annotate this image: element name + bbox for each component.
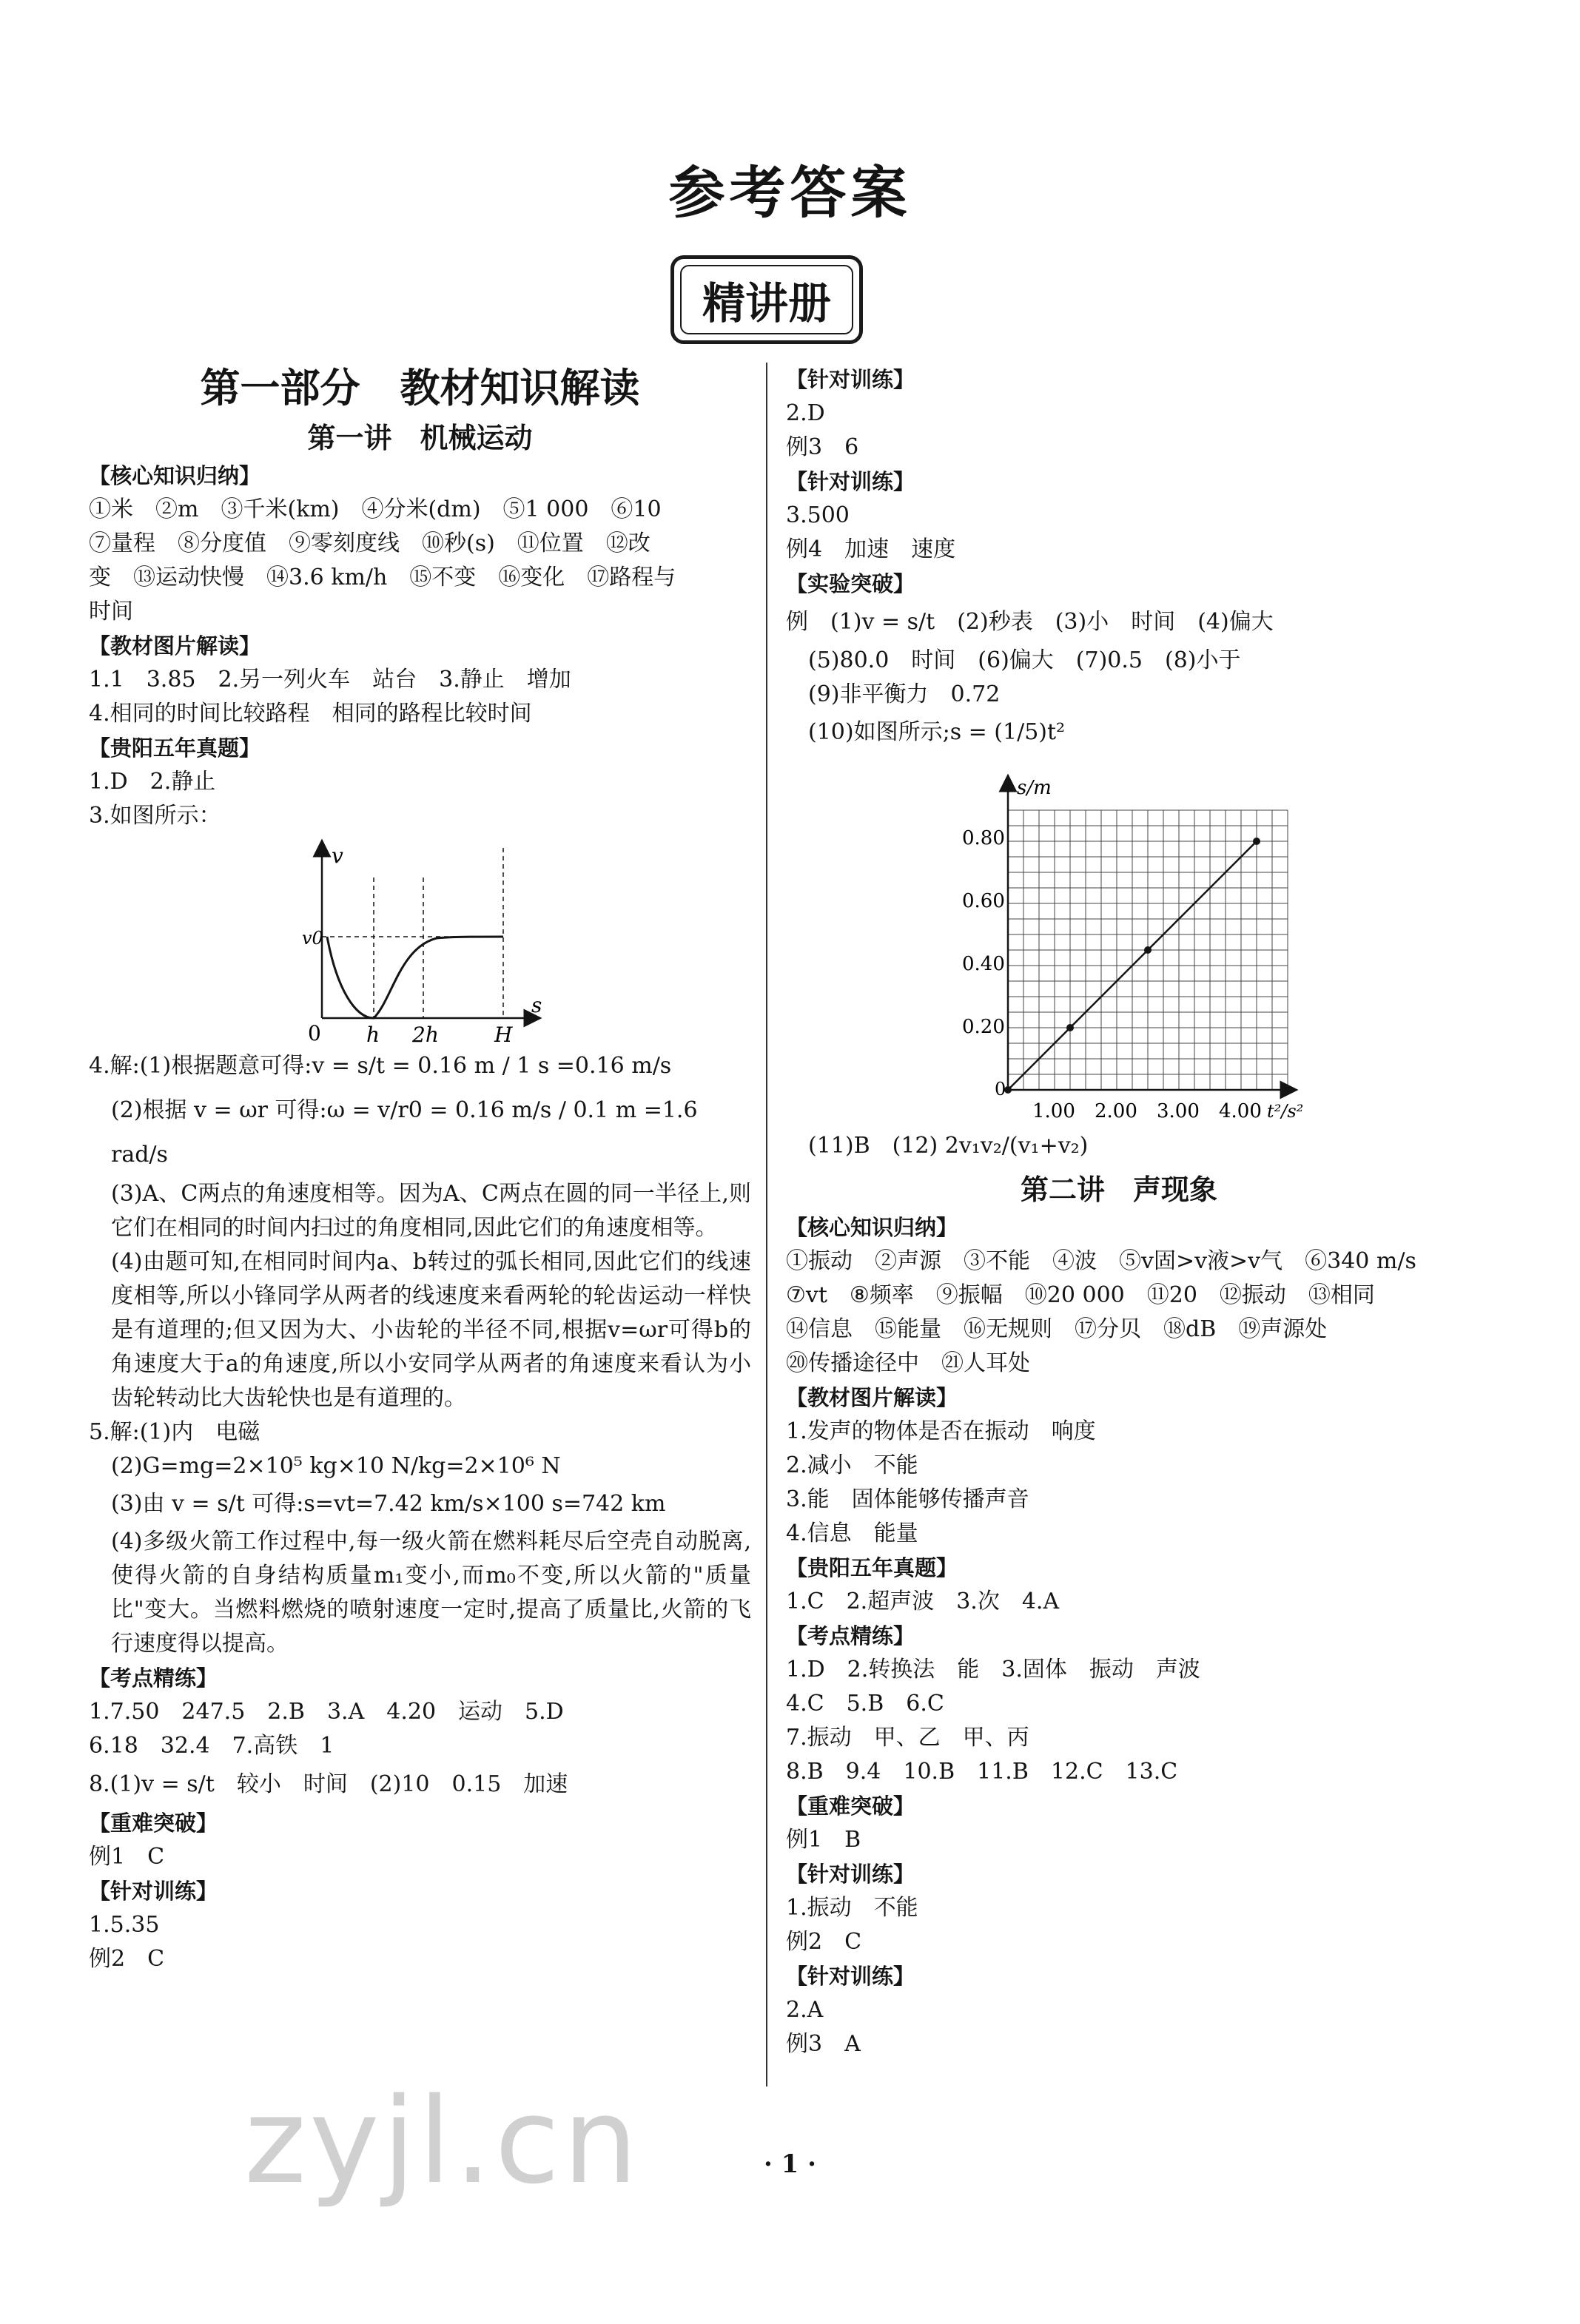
- text-line: 3.能 固体能够传播声音: [786, 1486, 1029, 1512]
- section-label: 【实验突破】: [786, 571, 915, 596]
- section-label: 【考点精练】: [786, 1623, 915, 1648]
- x-label: t²/s²: [1267, 1101, 1304, 1122]
- section-label: 【针对训练】: [89, 1879, 218, 1904]
- origin-label: 0: [995, 1079, 1006, 1099]
- section-label: 【针对训练】: [786, 1862, 915, 1887]
- text-line: 8.(1)v = s/t 较小 时间 (2)10 0.15 加速: [89, 1771, 568, 1797]
- tick-label: H: [494, 1023, 513, 1044]
- y-label: s/m: [1017, 777, 1052, 799]
- text-line: (10)如图所示;s = (1/5)t²: [808, 719, 1066, 745]
- page-number: · 1 ·: [763, 2149, 816, 2179]
- right-column: [786, 363, 1452, 2061]
- text-line: 时间: [89, 599, 133, 624]
- column-divider: [766, 363, 767, 2086]
- text-line: ①振动 ②声源 ③不能 ④波 ⑤v固>v液>v气 ⑥340 m/s: [786, 1248, 1416, 1274]
- text-line: (9)非平衡力 0.72: [808, 681, 1001, 707]
- x-label: s: [531, 993, 542, 1017]
- paragraph: (4)多级火箭工作过程中,每一级火箭在燃料耗尽后空壳自动脱离,使得火箭的自身结构质量m₁变小,而m₀不变,所以火箭的"质量比"变大。当燃料燃烧的喷射速度一定时,提高了质量比,火箭的飞行速度得以提高。: [111, 1529, 751, 1657]
- text-line: 2.A: [786, 1997, 824, 2023]
- text-line: ⑦vt ⑧频率 ⑨振幅 ⑩20 000 ⑪20 ⑫振动 ⑬相同: [786, 1282, 1375, 1308]
- section-label: 【针对训练】: [786, 1964, 915, 1989]
- y-tick-label: 0.60: [962, 890, 1005, 912]
- y-tick-label: 0.80: [962, 827, 1005, 849]
- text-line: ⑳传播途径中 ㉑人耳处: [786, 1350, 1030, 1376]
- text-line: 4.信息 能量: [786, 1520, 918, 1546]
- section-label: 【教材图片解读】: [786, 1385, 958, 1410]
- x-tick-label: 2.00: [1095, 1100, 1137, 1122]
- text-line: 3.如图所示：: [89, 803, 221, 829]
- text-line: (11)B (12) 2v₁v₂/(v₁+v₂): [808, 1133, 1089, 1159]
- tick-label: 2h: [412, 1023, 439, 1044]
- text-line: 8.B 9.4 10.B 11.B 12.C 13.C: [786, 1759, 1178, 1785]
- section-label: 【针对训练】: [786, 367, 915, 392]
- v0-label: v0: [302, 928, 323, 949]
- text-line: ①米 ②m ③千米(km) ④分米(dm) ⑤1 000 ⑥10: [89, 496, 662, 522]
- text-line: (2)根据 v = ωr 可得:ω = v/r0 = 0.16 m/s / 0.1 m =1.6 rad/s: [111, 1097, 705, 1168]
- text-line: 例1 B: [786, 1827, 861, 1853]
- text-line: 6.18 32.4 7.高铁 1: [89, 1733, 335, 1759]
- page-title: 参考答案: [668, 160, 912, 226]
- tick-label: h: [366, 1023, 380, 1044]
- text-line: 例3 A: [786, 2031, 861, 2057]
- data-point: [1144, 946, 1152, 954]
- section-label: 【贵阳五年真题】: [89, 735, 261, 761]
- text-line: 1.5.35: [89, 1912, 160, 1938]
- y-label: v: [332, 843, 343, 868]
- x-tick-label: 3.00: [1157, 1100, 1200, 1122]
- text-line: (5)80.0 时间 (6)偏大 (7)0.5 (8)小于: [808, 647, 1241, 673]
- watermark: zyjl.cn: [244, 2072, 641, 2210]
- vt-graph: [89, 833, 751, 1044]
- section-label: 【重难突破】: [89, 1811, 218, 1836]
- data-point: [1066, 1024, 1074, 1031]
- x-tick-label: 4.00: [1219, 1100, 1262, 1122]
- vt-curve: [327, 937, 503, 1018]
- text-line: 例2 C: [89, 1946, 165, 1972]
- lecture-title: 第二讲 声现象: [1020, 1173, 1217, 1206]
- text-line: ⑭信息 ⑮能量 ⑯无规则 ⑰分贝 ⑱dB ⑲声源处: [786, 1316, 1328, 1342]
- section-label: 【贵阳五年真题】: [786, 1555, 958, 1580]
- text-line: 例 (1)v = s/t (2)秒表 (3)小 时间 (4)偏大: [786, 609, 1274, 635]
- text-line: 例4 加速 速度: [786, 536, 956, 562]
- origin-label: 0: [308, 1021, 321, 1044]
- part-title: 第一部分 教材知识解读: [200, 365, 640, 411]
- text-line: 1.1 3.85 2.另一列火车 站台 3.静止 增加: [89, 667, 571, 693]
- text-line: 1.发声的物体是否在振动 响度: [786, 1418, 1096, 1444]
- y-tick-label: 0.40: [962, 953, 1005, 975]
- text-line: 例2 C: [786, 1929, 862, 1955]
- st-graph: [786, 753, 1452, 1123]
- section-label: 【核心知识归纳】: [89, 463, 261, 488]
- text-line: 1.C 2.超声波 3.次 4.A: [786, 1589, 1060, 1614]
- section-label: 【教材图片解读】: [89, 633, 261, 659]
- text-line: ⑦量程 ⑧分度值 ⑨零刻度线 ⑩秒(s) ⑪位置 ⑫改: [89, 531, 651, 556]
- subtitle: 精讲册: [680, 265, 853, 334]
- x-tick-label: 1.00: [1032, 1100, 1075, 1122]
- left-column: [89, 363, 751, 1976]
- text-line: 1.振动 不能: [786, 1895, 918, 1921]
- paragraph: (3)A、C两点的角速度相等。因为A、C两点在圆的同一半径上,则它们在相同的时间内扫过的角度相同,因此它们的角速度相等。: [111, 1181, 751, 1241]
- text-line: 4.相同的时间比较路程 相同的路程比较时间: [89, 701, 532, 727]
- section-label: 【核心知识归纳】: [786, 1215, 958, 1240]
- text-line: 3.500: [786, 502, 850, 528]
- text-line: (3)由 v = s/t 可得:s=vt=7.42 km/s×100 s=742 km: [111, 1491, 666, 1517]
- text-line: 例1 C: [89, 1844, 165, 1870]
- text-line: 1.D 2.静止: [89, 769, 216, 795]
- text-line: 2.D: [786, 400, 825, 426]
- text-line: (2)G=mg=2×10⁵ kg×10 N/kg=2×10⁶ N: [111, 1453, 561, 1479]
- section-label: 【针对训练】: [786, 469, 915, 494]
- lecture-title: 第一讲 机械运动: [307, 422, 533, 454]
- section-label: 【重难突破】: [786, 1793, 915, 1819]
- text-line: 例3 6: [786, 434, 859, 460]
- text-line: 变 ⑬运动快慢 ⑭3.6 km/h ⑮不变 ⑯变化 ⑰路程与: [89, 565, 676, 590]
- text-line: 1.D 2.转换法 能 3.固体 振动 声波: [786, 1657, 1200, 1683]
- data-point: [1253, 838, 1260, 845]
- text-line: 2.减小 不能: [786, 1452, 918, 1478]
- paragraph: (4)由题可知,在相同时间内a、b转过的弧长相同,因此它们的线速度相等,所以小锋同学从两者的线速度来看两轮的轮齿运动一样快是有道理的;但又因为大、小齿轮的半径不同,根据v=ωr可得b的角速度大于a的角速度,所以小安同学从两者的角速度来看认为小齿轮转动比大齿轮快也是有道理的。: [111, 1249, 751, 1411]
- text-line: 1.7.50 247.5 2.B 3.A 4.20 运动 5.D: [89, 1699, 564, 1725]
- y-tick-label: 0.20: [962, 1016, 1005, 1038]
- text-line: 7.振动 甲、乙 甲、丙: [786, 1725, 1029, 1751]
- text-line: 5.解:(1)内 电磁: [89, 1419, 260, 1445]
- subtitle-box: [670, 255, 863, 344]
- text-line: 4.解:(1)根据题意可得:v = s/t = 0.16 m / 1 s =0.16 m/s: [89, 1053, 672, 1079]
- text-line: 4.C 5.B 6.C: [786, 1691, 944, 1717]
- section-label: 【考点精练】: [89, 1665, 218, 1691]
